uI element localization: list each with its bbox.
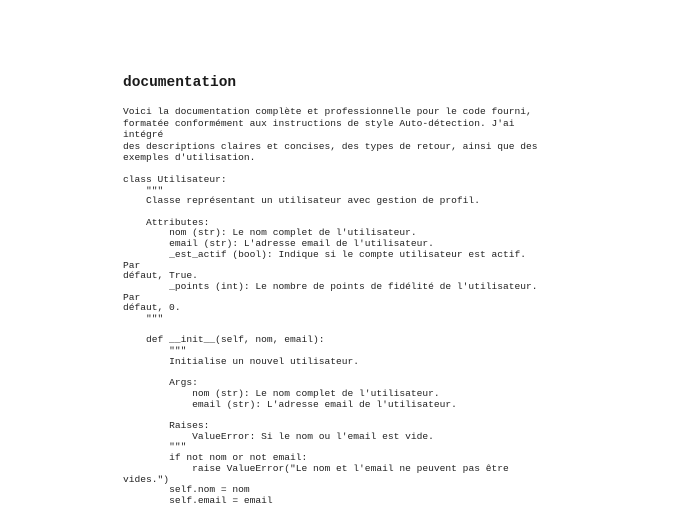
code-line: email (str): L'adresse email de l'utilisateur. xyxy=(123,238,434,250)
code-line: nom (str): Le nom complet de l'utilisateur. xyxy=(123,227,417,239)
code-line: Attributes: xyxy=(123,216,210,228)
code-line: Args: xyxy=(123,377,198,389)
code-line: Raises: xyxy=(123,420,210,432)
code-line: Initialise un nouvel utilisateur. xyxy=(123,355,360,367)
code-line: """ xyxy=(123,313,164,325)
code-line: self.email = email xyxy=(123,495,273,506)
code-line: class Utilisateur: xyxy=(123,173,227,185)
code-line: if not nom or not email: xyxy=(123,452,308,464)
code-line: raise ValueError("Le nom et l'email ne peuvent pas être vides.") xyxy=(123,462,515,485)
code-line: _points (int): Le nombre de points de fidélité de l'utilisateur. Par xyxy=(123,280,544,303)
code-line: _est_actif (bool): Indique si le compte utilisateur est actif. Par xyxy=(123,248,532,271)
code-line: ValueError: Si le nom ou l'email est vide. xyxy=(123,430,434,442)
code-line: défaut, 0. xyxy=(123,302,181,314)
document-body xyxy=(123,74,543,507)
document-title: documentation xyxy=(123,75,237,91)
code-line: nom (str): Le nom complet de l'utilisateur. xyxy=(123,387,440,399)
code-line: """ xyxy=(123,441,187,453)
code-line: self.nom = nom xyxy=(123,484,250,496)
code-line: """ xyxy=(123,345,187,357)
intro-paragraph: Voici la documentation complète et professionnelle pour le code fourni, formatée conformément aux instructions de style Auto-détection. J'ai intégré des descriptions claires et concises, des types de retour, ainsi que des exemples d'utilisation. xyxy=(123,106,538,164)
code-line: défaut, True. xyxy=(123,270,198,282)
code-line: email (str): L'adresse email de l'utilisateur. xyxy=(123,398,457,410)
code-line: Classe représentant un utilisateur avec gestion de profil. xyxy=(123,195,480,207)
code-line: """ xyxy=(123,184,164,196)
code-block xyxy=(123,175,543,507)
code-line: def __init__(self, nom, email): xyxy=(123,334,325,346)
